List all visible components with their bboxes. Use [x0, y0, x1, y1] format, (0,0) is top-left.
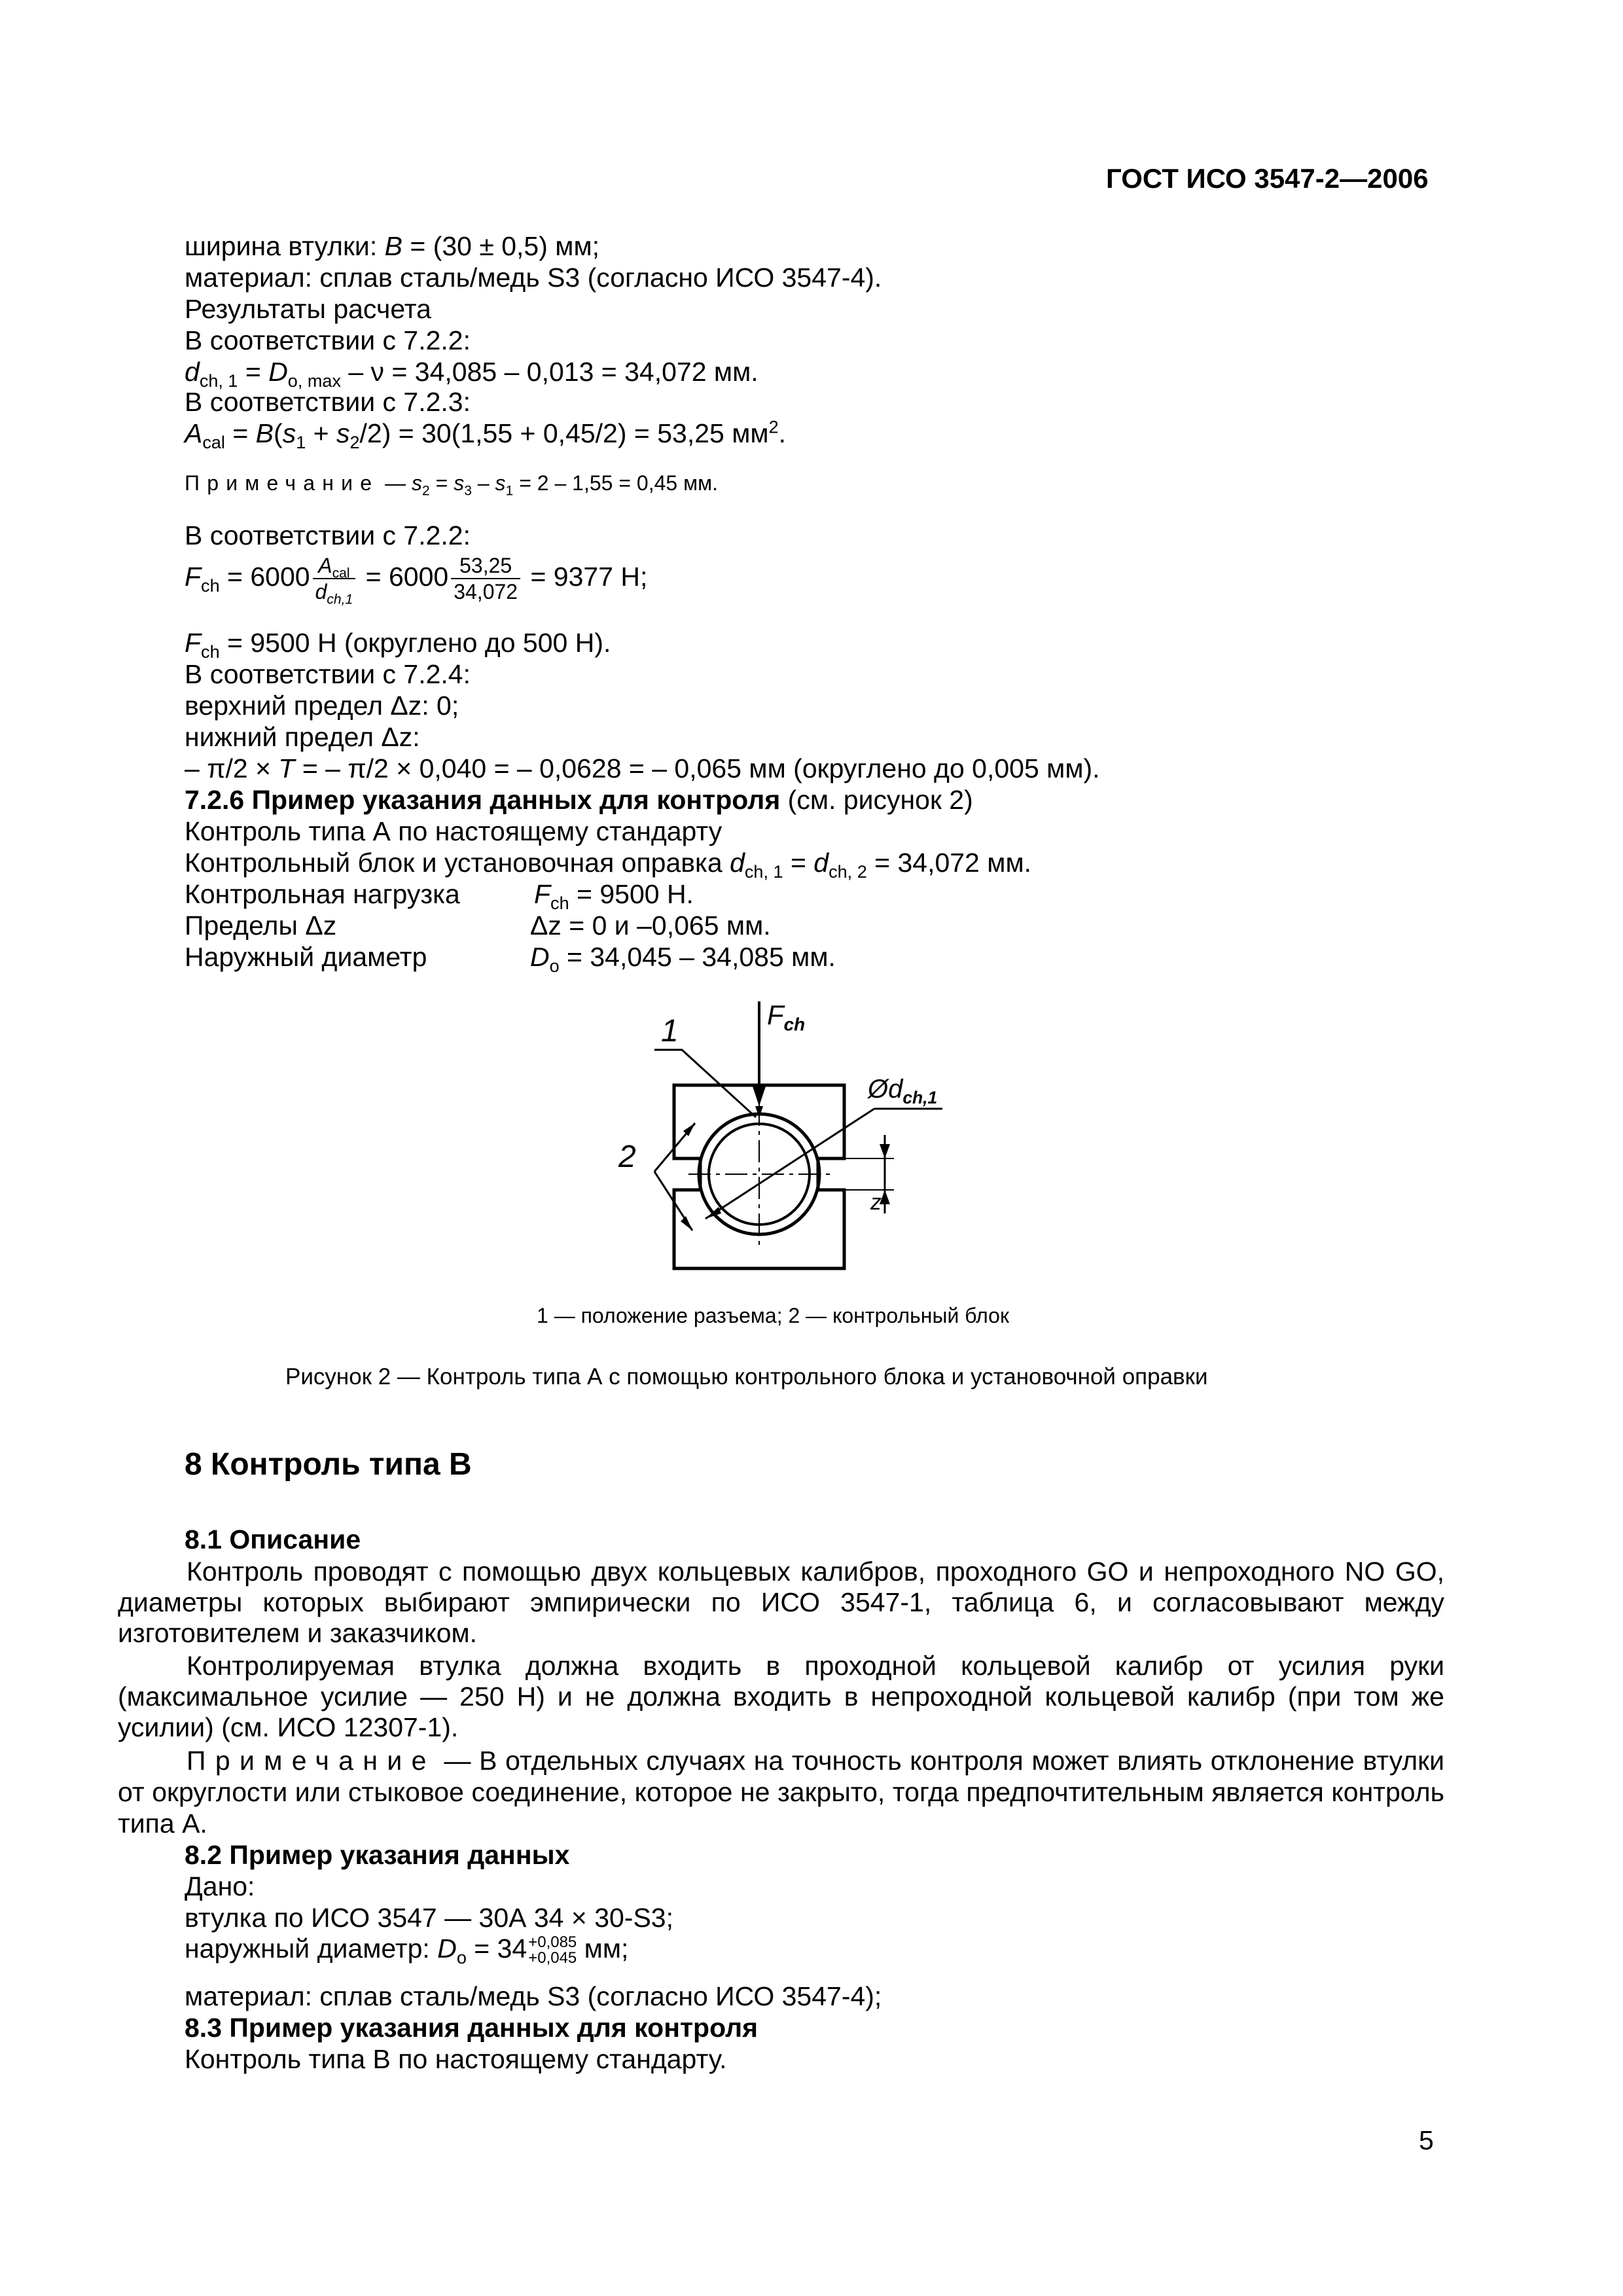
limits-value: Δz = 0 и –0,065 мм.: [530, 910, 771, 941]
lower-limit-calc: – π/2 × T = – π/2 × 0,040 = – 0,0628 = – 0,065 мм (округлено до 0,005 мм).: [185, 753, 1100, 783]
ref-722-line: В соответствии с 7.2.2:: [185, 325, 471, 355]
diameter-leader: [705, 1109, 874, 1219]
section-726-heading: 7.2.6 Пример указания данных для контроля (см. рисунок 2): [185, 785, 973, 815]
check-load-value: $F_{ch} = 9500$ Н.: [534, 879, 694, 914]
fch-rounded-line: $F_{ch} = 9500$ Н (округлено до 500 Н).: [185, 628, 611, 662]
results-heading: Результаты расчета: [185, 294, 431, 324]
material-line-2: материал: сплав сталь/медь S3 (согласно ИСО 3547-4);: [185, 1981, 882, 2011]
section-726-line2: Контрольный блок и установочная оправка $d_{ch, 1} = d_{ch, 2} = 34,072$ мм.: [185, 848, 1032, 882]
figure-label-2: 2: [618, 1139, 636, 1174]
given-label: Дано:: [185, 1871, 255, 1901]
outer-diameter-label: Наружный диаметр: [185, 942, 427, 972]
section-82-title: 8.2 Пример указания данных: [185, 1840, 570, 1870]
section-8-title: 8 Контроль типа В: [185, 1447, 472, 1482]
section-81-title: 8.1 Описание: [185, 1524, 361, 1554]
section-726-line1: Контроль типа А по настоящему стандарту: [185, 816, 722, 846]
material-line: материал: сплав сталь/медь S3 (согласно ИСО 3547-4).: [185, 262, 882, 293]
figure-label-z: z: [870, 1190, 882, 1215]
figure-label-1: 1: [661, 1014, 679, 1049]
limits-label: Пределы Δz: [185, 910, 337, 941]
bushing-inner-circle: [709, 1124, 810, 1225]
fch-fraction-formula: $F_{ch} = 6000$ $\frac{A_{cal}}{d_{ch,1}}$ = 6000 $\frac{53,25}{34,072}$ = 9377 Н;: [185, 554, 648, 607]
page-number: 5: [1419, 2125, 1434, 2155]
ref-722b-line: В соответствии с 7.2.2:: [185, 520, 471, 550]
document-header: ГОСТ ИСО 3547-2—2006: [1106, 163, 1429, 194]
ref-724-line: В соответствии с 7.2.4:: [185, 659, 471, 689]
acal-formula: $A_{cal} = B(s_1 + s_2/2) = 30(1,55 + 0,45/2) = 53,25$ $мм^2$.: [185, 417, 787, 453]
section-83-title: 8.3 Пример указания данных для контроля: [185, 2013, 758, 2043]
upper-limit-line: верхний предел Δz: 0;: [185, 691, 459, 721]
section-81-paragraph-1: Контроль проводят с помощью двух кольцевых калибров, проходного GO и непроходного NO GO, диаметры которых выбирают эмпирически по ИСО 3547-1, таблица 6, и согласовывают между изготовителем и заказчиком.: [118, 1556, 1444, 1648]
figure-label-force: $F_{ch}$: [767, 999, 806, 1035]
note-2: Примечание — В отдельных случаях на точность контроля может влиять отклонение втулки от округлости или стыковое соединение, которое не закрыто, тогда предпочтительным является контроль типа А.: [118, 1746, 1444, 1839]
outer-diameter-value: $D_o = 34,045 - 34,085$ мм.: [530, 942, 836, 977]
section-83-text: Контроль типа В по настоящему стандарту.: [185, 2044, 727, 2074]
check-load-label: Контрольная нагрузка: [185, 879, 460, 909]
note-1: Примечание — $s_2 = s_3 - s_1 = 2 - 1,55 = 0,45$ мм.: [185, 471, 718, 499]
dch-formula: $d_{ch, 1} = D_{o, max} - \nu = 34,085 - 0,013 = 34,072$ мм.: [185, 357, 758, 391]
ref-723-line: В соответствии с 7.2.3:: [185, 387, 471, 417]
section-81-paragraph-2: Контролируемая втулка должна входить в проходной кольцевой калибр от усилия руки (максимальное усилие — 250 Н) и не должна входить в непроходной кольцевой калибр (при том же усилии) (см. ИСО 12307-1).: [118, 1651, 1444, 1742]
bushing-width-line: ширина втулки: B = (30 ± 0,5) мм;: [185, 231, 600, 261]
outer-diameter-tolerance: наружный диаметр: $D_o = 34$ +0,085 +0,045 мм;: [185, 1933, 629, 1968]
bushing-designation: втулка по ИСО 3547 — 30А 34 × 30-S3;: [185, 1903, 673, 1933]
figure-legend: 1 — положение разъема; 2 — контрольный блок: [537, 1304, 1009, 1327]
figure-caption: Рисунок 2 — Контроль типа А с помощью контрольного блока и установочной оправки: [285, 1364, 1208, 1390]
lower-limit-line: нижний предел Δz:: [185, 722, 420, 752]
figure-label-diameter: $Ød_{ch,1}$: [868, 1075, 938, 1107]
